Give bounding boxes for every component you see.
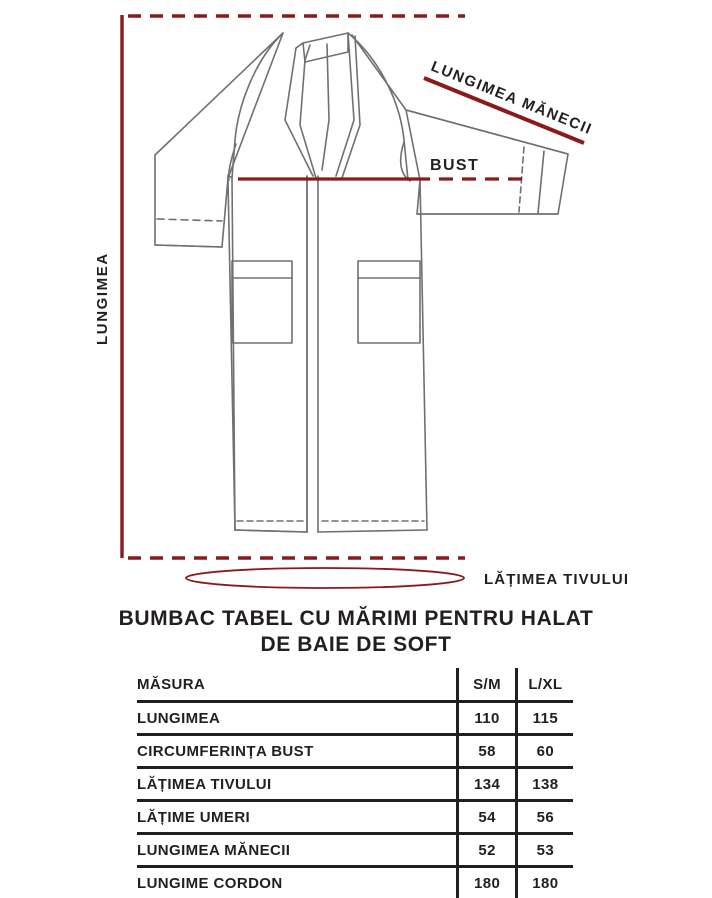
- row-value-lxl: 56: [516, 801, 573, 834]
- row-value-sm: 134: [458, 768, 516, 801]
- left-pocket: [232, 261, 292, 343]
- hem-width-ellipse: [186, 568, 464, 588]
- table-row: [137, 702, 573, 735]
- size-table-container: [137, 668, 573, 898]
- left-body-panel: [228, 175, 307, 532]
- column-header-sm: S/M: [458, 668, 516, 702]
- table-row: [137, 867, 573, 898]
- row-measure-label: CIRCUMFERINȚA BUST: [137, 735, 458, 768]
- chart-title-line-2: DE BAIE DE SOFT: [0, 632, 712, 658]
- row-measure-label: LUNGIMEA: [137, 702, 458, 735]
- row-measure-label: LUNGIME CORDON: [137, 867, 458, 898]
- table-row: [137, 768, 573, 801]
- column-header-measure: MĂSURA: [137, 668, 458, 702]
- column-header-lxl: L/XL: [516, 668, 573, 702]
- table-row: [137, 735, 573, 768]
- row-value-lxl: 115: [516, 702, 573, 735]
- collar-inner-left: [300, 45, 316, 178]
- left-cuff-edge: [155, 245, 222, 247]
- row-value-lxl: 60: [516, 735, 573, 768]
- row-value-sm: 180: [458, 867, 516, 898]
- size-table: [137, 668, 573, 898]
- right-hem-edge: [318, 530, 427, 532]
- label-bust: BUST: [430, 157, 479, 174]
- right-pocket: [358, 261, 420, 343]
- bathrobe-illustration: [155, 33, 568, 532]
- row-value-sm: 52: [458, 834, 516, 867]
- left-sleeve-outline: [155, 33, 283, 247]
- chart-title-line-1: BUMBAC TABEL CU MĂRIMI PENTRU HALAT: [0, 606, 712, 632]
- left-hem-edge: [235, 530, 307, 532]
- table-row: [137, 834, 573, 867]
- row-value-lxl: 138: [516, 768, 573, 801]
- row-value-sm: 58: [458, 735, 516, 768]
- right-shoulder-seam: [348, 33, 408, 180]
- size-table-body: [137, 668, 573, 898]
- chart-title: [0, 606, 712, 658]
- row-measure-label: LUNGIMEA MĂNECII: [137, 834, 458, 867]
- label-latimea-tivului: LĂȚIMEA TIVULUI: [484, 571, 629, 588]
- right-cuff-edge: [538, 151, 544, 213]
- label-lungimea-manecii: LUNGIMEA MĂNECII: [429, 58, 595, 138]
- table-header-row: [137, 668, 573, 702]
- row-measure-label: LĂȚIME UMERI: [137, 801, 458, 834]
- collar-v-left: [322, 44, 329, 170]
- left-cuff-dash: [157, 219, 222, 221]
- right-body-outer-edge: [420, 180, 427, 530]
- label-lungimea: LUNGIMEA: [94, 252, 111, 345]
- row-value-lxl: 53: [516, 834, 573, 867]
- collar-right-inner: [342, 36, 360, 178]
- row-measure-label: LĂȚIMEA TIVULUI: [137, 768, 458, 801]
- row-value-sm: 54: [458, 801, 516, 834]
- row-value-lxl: 180: [516, 867, 573, 898]
- row-value-sm: 110: [458, 702, 516, 735]
- table-row: [137, 801, 573, 834]
